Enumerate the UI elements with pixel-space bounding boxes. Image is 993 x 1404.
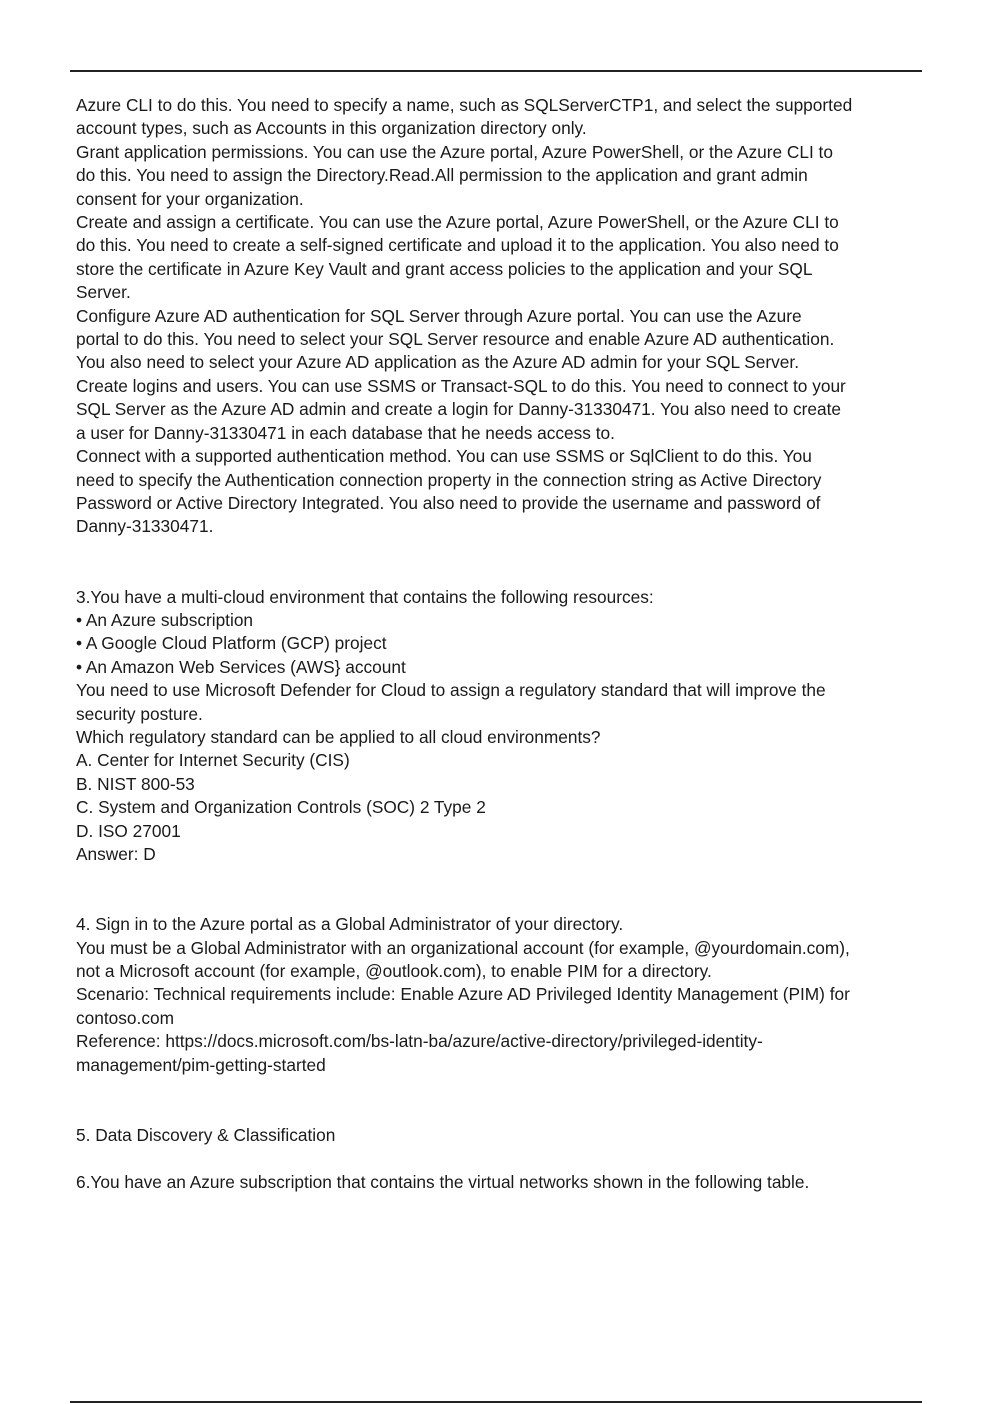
question-3	[76, 586, 926, 867]
text-line: Configure Azure AD authentication for SQL Server through Azure portal. You can use the Azure	[76, 305, 802, 326]
text-line: Server.	[76, 282, 131, 303]
text-line: Azure CLI to do this. You need to specify a name, such as SQLServerCTP1, and select the supported	[76, 95, 853, 115]
intro-section	[76, 94, 926, 539]
text-line: contoso.com	[76, 1007, 174, 1028]
spacer	[76, 1147, 926, 1170]
text-line: You need to use Microsoft Defender for Cloud to assign a regulatory standard that will improve the	[76, 680, 826, 701]
text-line: SQL Server as the Azure AD admin and create a login for Danny-31330471. You also need to create	[76, 399, 842, 420]
text-line: not a Microsoft account (for example, @outlook.com), to enable PIM for a directory.	[76, 961, 712, 981]
question-prompt: Which regulatory standard can be applied to all cloud environments?	[76, 726, 601, 747]
text-line: You also need to select your Azure AD application as the Azure AD admin for your SQL Server.	[76, 352, 800, 373]
text-line: Scenario: Technical requirements include: Enable Azure AD Privileged Identity Management (PIM) for	[76, 984, 850, 1005]
spacer	[76, 1077, 926, 1124]
text-line: account types, such as Accounts in this organization directory only.	[76, 118, 587, 139]
question-stem: 4. Sign in to the Azure portal as a Global Administrator of your directory.	[76, 914, 624, 935]
text-line: store the certificate in Azure Key Vault and grant access policies to the application and your SQL	[76, 258, 813, 279]
option-d: D. ISO 27001	[76, 820, 181, 841]
text-line: do this. You need to create a self-signed certificate and upload it to the application. You also need to	[76, 235, 839, 256]
question-stem: 3.You have a multi-cloud environment that contains the following resources:	[76, 586, 654, 607]
bullet-item: • An Azure subscription	[76, 609, 254, 630]
text-line: portal to do this. You need to select your SQL Server resource and enable Azure AD authentication.	[76, 329, 835, 350]
text-line: a user for Danny-31330471 in each database that he needs access to.	[76, 422, 615, 443]
reference-line: Reference: https://docs.microsoft.com/bs-latn-ba/azure/active-directory/privileged-identity-	[76, 1031, 763, 1052]
reference-line: management/pim-getting-started	[76, 1054, 326, 1075]
text-line: security posture.	[76, 703, 203, 724]
question-6: 6.You have an Azure subscription that contains the virtual networks shown in the following table.	[76, 1171, 810, 1192]
text-line: need to specify the Authentication connection property in the connection string as Active Directory	[76, 469, 822, 490]
text-line: You must be a Global Administrator with an organizational account (for example, @yourdomain.com),	[76, 937, 850, 958]
spacer	[76, 539, 926, 586]
option-c: C. System and Organization Controls (SOC) 2 Type 2	[76, 797, 486, 818]
bullet-item: • An Amazon Web Services (AWS} account	[76, 656, 406, 677]
option-a: A. Center for Internet Security (CIS)	[76, 750, 350, 771]
text-line: Create and assign a certificate. You can use the Azure portal, Azure PowerShell, or the Azure CLI to	[76, 212, 839, 233]
spacer	[76, 866, 926, 913]
text-line: Danny-31330471.	[76, 516, 214, 537]
text-line: Create logins and users. You can use SSMS or Transact-SQL to do this. You need to connect to your	[76, 375, 846, 396]
header-rule	[70, 70, 922, 72]
text-line: do this. You need to assign the Directory.Read.All permission to the application and grant admin	[76, 165, 808, 186]
question-5: 5. Data Discovery & Classification	[76, 1124, 336, 1145]
answer-line: Answer: D	[76, 843, 156, 864]
page-content	[76, 94, 926, 1194]
question-4	[76, 913, 926, 1077]
text-line: Connect with a supported authentication method. You can use SSMS or SqlClient to do this. You	[76, 446, 812, 467]
text-line: Grant application permissions. You can use the Azure portal, Azure PowerShell, or the Azure CLI to	[76, 141, 833, 162]
bullet-item: • A Google Cloud Platform (GCP) project	[76, 633, 387, 654]
footer-rule	[70, 1401, 922, 1403]
option-b: B. NIST 800-53	[76, 773, 195, 794]
text-line: Password or Active Directory Integrated. You also need to provide the username and password of	[76, 492, 821, 513]
text-line: consent for your organization.	[76, 188, 304, 209]
